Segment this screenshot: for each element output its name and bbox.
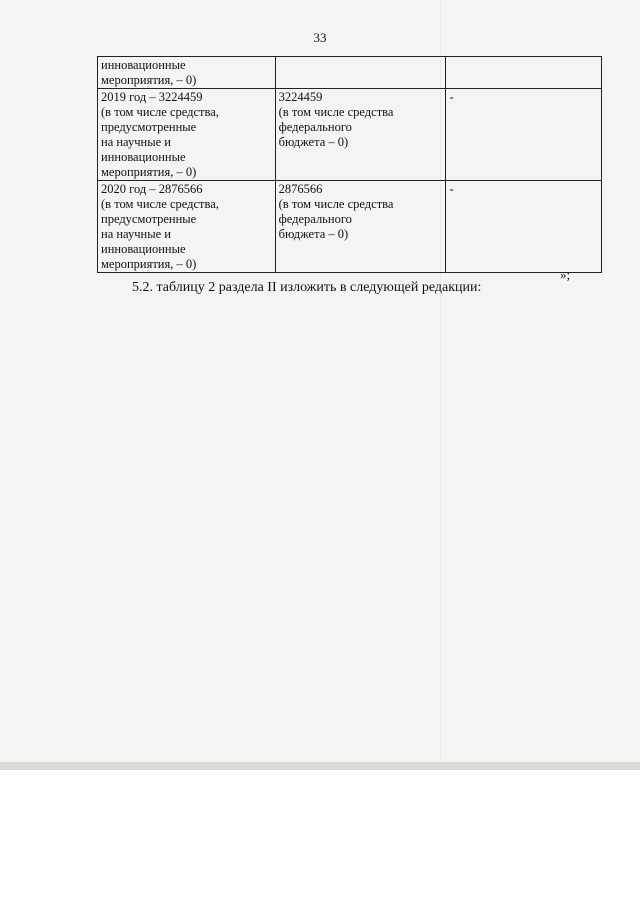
cell-line: федерального	[278, 120, 352, 134]
cell-line: предусмотренные	[101, 212, 197, 226]
cell-line: мероприятия, – 0)	[101, 257, 197, 271]
cell-line: 3224459	[278, 90, 323, 104]
page-number: 33	[313, 30, 327, 45]
cell-line: на научные и	[101, 227, 171, 241]
cell-line: 2019 год – 3224459	[101, 90, 203, 104]
table-row	[98, 89, 602, 181]
cell-line: 2876566	[278, 182, 323, 196]
cell-line: (в том числе средства	[278, 197, 394, 211]
table-row	[98, 181, 602, 273]
table-cell	[446, 57, 602, 89]
cell-line: мероприятия, – 0)	[101, 73, 197, 87]
table-cell	[98, 89, 276, 181]
cell-line: бюджета – 0)	[278, 135, 349, 149]
table-row	[98, 57, 602, 89]
cell-line: (в том числе средства,	[101, 197, 219, 211]
cell-line: на научные и	[101, 135, 171, 149]
cell-line: бюджета – 0)	[278, 227, 349, 241]
table-cell	[446, 89, 602, 181]
closing-quote: »;	[560, 267, 571, 282]
table-cell	[275, 89, 446, 181]
cell-line: инновационные	[101, 242, 186, 256]
cell-line: -	[449, 90, 454, 104]
cell-line: предусмотренные	[101, 120, 197, 134]
cell-line: мероприятия, – 0)	[101, 165, 197, 179]
cell-line: (в том числе средства	[278, 105, 394, 119]
table-cell	[446, 181, 602, 273]
table-cell	[98, 181, 276, 273]
amendment-paragraph: 5.2. таблицу 2 раздела II изложить в следующей редакции:	[132, 280, 482, 295]
cell-line: федерального	[278, 212, 352, 226]
funding-table	[97, 56, 602, 273]
cell-line: (в том числе средства,	[101, 105, 219, 119]
table-cell	[98, 57, 276, 89]
cell-line: инновационные	[101, 150, 186, 164]
cell-line: -	[449, 182, 454, 196]
cell-line: инновационные	[101, 58, 186, 72]
table-cell	[275, 57, 446, 89]
cell-line: 2020 год – 2876566	[101, 182, 203, 196]
table-cell	[275, 181, 446, 273]
